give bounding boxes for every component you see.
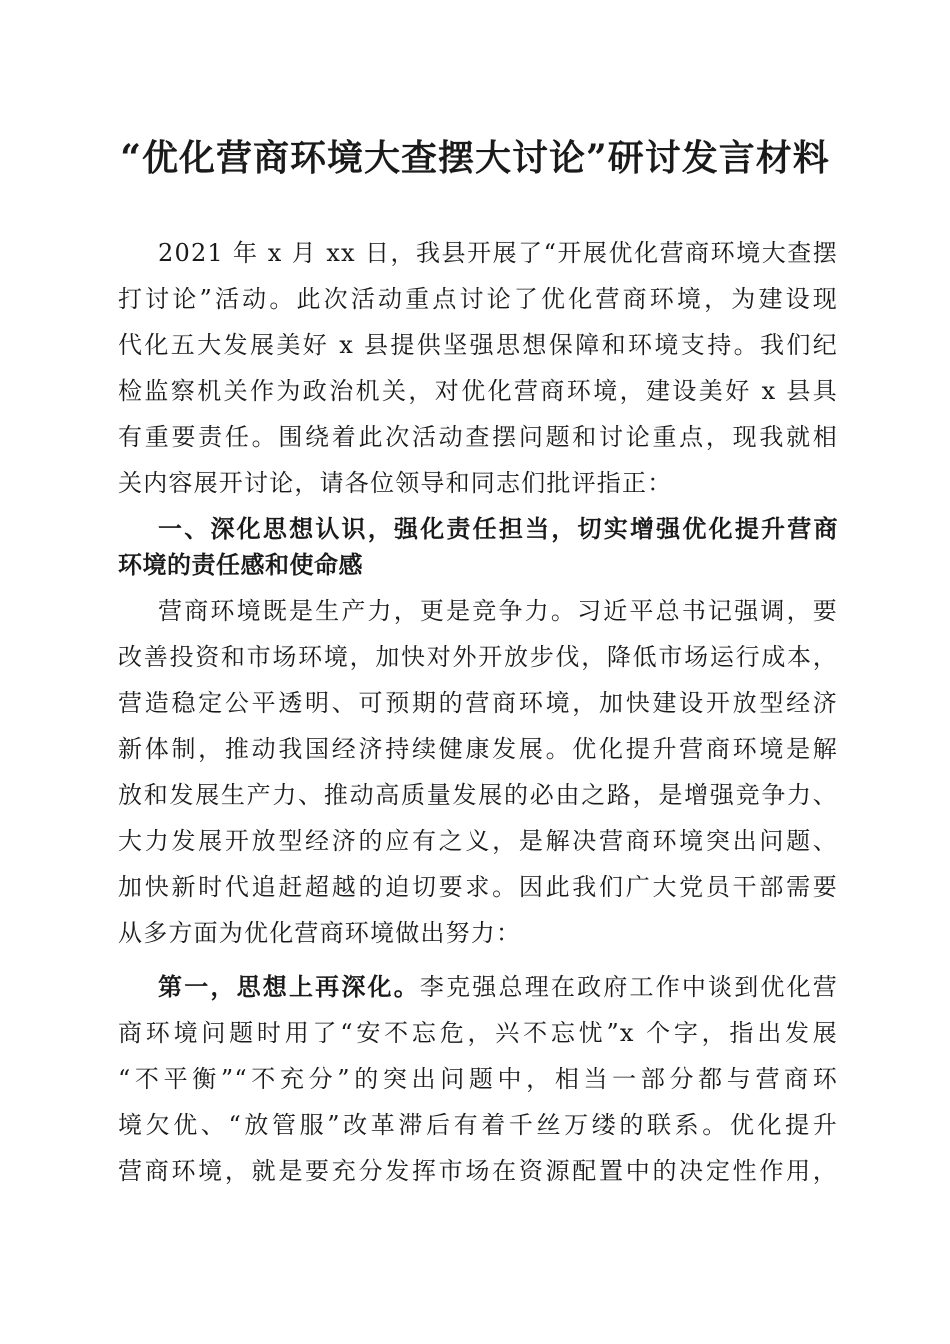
body-line <box>158 972 838 1002</box>
body-line: 加快新时代追赶超越的迫切要求。因此我们广大党员干部需要 <box>118 873 838 901</box>
section-heading: 环境的责任感和使命感 <box>118 551 363 579</box>
document-title: “优化营商环境大查摆大讨论”研讨发言材料 <box>120 137 830 179</box>
body-line: 改善投资和市场环境，加快对外开放步伐，降低市场运行成本， <box>118 643 838 671</box>
body-line: 营商环境，就是要充分发挥市场在资源配置中的决定性作用， <box>118 1157 838 1185</box>
intro-line: 代化五大发展美好 x 县提供坚强思想保障和环境支持。我们纪 <box>118 331 838 359</box>
body-line: 商环境问题时用了“安不忘危，兴不忘忧”x 个字，指出发展 <box>118 1019 838 1047</box>
intro-line: 检监察机关作为政治机关，对优化营商环境，建设美好 x 县具 <box>118 377 838 405</box>
body-line: 营造稳定公平透明、可预期的营商环境，加快建设开放型经济 <box>118 689 838 717</box>
intro-line: 有重要责任。围绕着此次活动查摆问题和讨论重点，现我就相 <box>118 423 838 451</box>
paragraph-lead: 第一，思想上再深化。 <box>158 972 420 1001</box>
body-line: “不平衡”“不充分”的突出问题中，相当一部分都与营商环 <box>118 1065 838 1093</box>
body-line: 营商环境既是生产力，更是竞争力。习近平总书记强调，要 <box>158 597 838 625</box>
body-line: 新体制，推动我国经济持续健康发展。优化提升营商环境是解 <box>118 735 838 763</box>
intro-line: 打讨论”活动。此次活动重点讨论了优化营商环境，为建设现 <box>118 285 838 313</box>
intro-line: 2021 年 x 月 xx 日，我县开展了“开展优化营商环境大查摆 <box>158 239 838 267</box>
body-line: 从多方面为优化营商环境做出努力： <box>118 919 522 947</box>
body-line: 境欠优、“放管服”改革滞后有着千丝万缕的联系。优化提升 <box>118 1111 838 1139</box>
body-line: 大力发展开放型经济的应有之义，是解决营商环境突出问题、 <box>118 827 838 855</box>
paragraph-text: 李克强总理在政府工作中谈到优化营 <box>419 973 838 1001</box>
body-line: 放和发展生产力、推动高质量发展的必由之路，是增强竞争力、 <box>118 781 838 809</box>
intro-line: 关内容展开讨论，请各位领导和同志们批评指正： <box>118 469 673 497</box>
section-heading: 一、深化思想认识，强化责任担当，切实增强优化提升营商 <box>158 515 838 543</box>
